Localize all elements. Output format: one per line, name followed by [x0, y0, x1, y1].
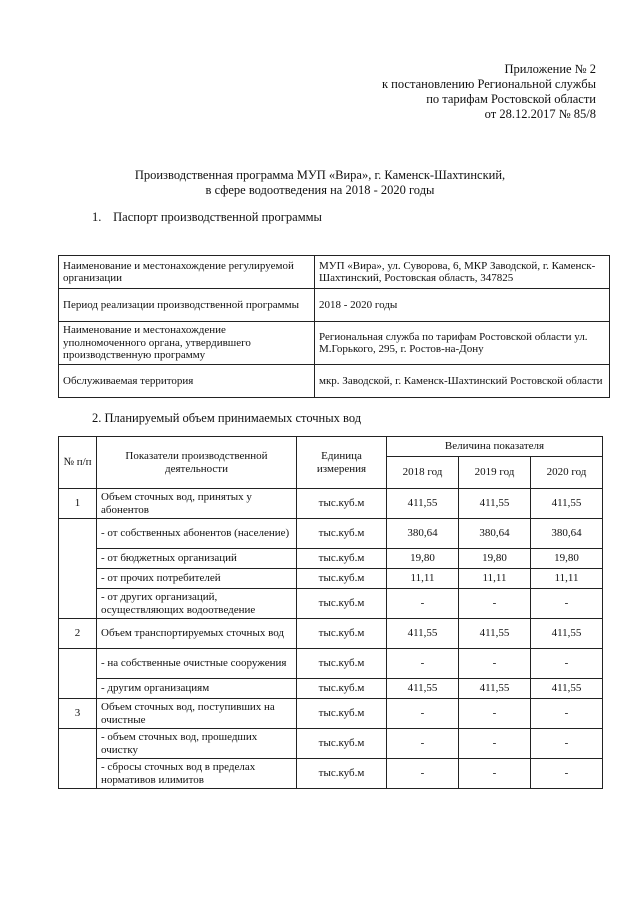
row-value-2020: 11,11 [531, 569, 603, 589]
row-unit: тыс.куб.м [297, 519, 387, 549]
row-value-2019: 411,55 [459, 619, 531, 649]
row-value-2018: - [387, 759, 459, 789]
header-num: № п/п [59, 437, 97, 489]
passport-value: МУП «Вира», ул. Суворова, 6, МКР Заводской, г. Каменск-Шахтинский, Ростовская область, 347825 [315, 256, 610, 289]
table-row [59, 759, 603, 789]
header-year-2020: 2020 год [531, 457, 603, 489]
row-unit: тыс.куб.м [297, 759, 387, 789]
row-unit: тыс.куб.м [297, 679, 387, 699]
row-name: - объем сточных вод, прошедших очистку [97, 729, 297, 759]
row-name: - от бюджетных организаций [97, 549, 297, 569]
section-1-title: Паспорт производственной программы [113, 210, 322, 224]
row-value-2019: - [459, 649, 531, 679]
table-row [59, 489, 603, 519]
header-unit: Единица измерения [297, 437, 387, 489]
section-2-title: 2. Планируемый объем принимаемых сточных вод [92, 411, 362, 425]
passport-row [59, 256, 610, 289]
row-value-2018: 19,80 [387, 549, 459, 569]
row-value-2020: - [531, 699, 603, 729]
row-value-2019: - [459, 729, 531, 759]
row-value-2018: 411,55 [387, 679, 459, 699]
row-value-2020: - [531, 759, 603, 789]
appendix-block [382, 62, 596, 122]
row-value-2020: - [531, 649, 603, 679]
passport-row [59, 322, 610, 365]
row-name: - другим организациям [97, 679, 297, 699]
row-value-2018: 380,64 [387, 519, 459, 549]
row-name: Объем транспортируемых сточных вод [97, 619, 297, 649]
passport-label: Наименование и местонахождение регулируемой организации [59, 256, 315, 289]
row-value-2020: 380,64 [531, 519, 603, 549]
row-unit: тыс.куб.м [297, 589, 387, 619]
section-2-heading [92, 411, 361, 426]
table-row [59, 519, 603, 549]
title-line-2: в сфере водоотведения на 2018 - 2020 годы [205, 183, 435, 197]
row-value-2020: - [531, 729, 603, 759]
passport-label: Период реализации производственной программы [59, 289, 315, 322]
row-name: - от собственных абонентов (население) [97, 519, 297, 549]
header-value: Величина показателя [387, 437, 603, 457]
row-unit: тыс.куб.м [297, 729, 387, 759]
appendix-line-1: Приложение № 2 [504, 62, 596, 76]
table-row [59, 589, 603, 619]
row-num: 2 [59, 619, 97, 649]
row-name: Объем сточных вод, поступивших на очистные [97, 699, 297, 729]
passport-label: Наименование и местонахождение уполномоченного органа, утвердившего производственную программу [59, 322, 315, 365]
row-value-2019: 411,55 [459, 489, 531, 519]
row-name: Объем сточных вод, принятых у абонентов [97, 489, 297, 519]
row-name: - на собственные очистные сооружения [97, 649, 297, 679]
row-value-2019: 19,80 [459, 549, 531, 569]
table-row [59, 569, 603, 589]
row-num [59, 649, 97, 699]
row-value-2018: 411,55 [387, 489, 459, 519]
appendix-line-2: к постановлению Региональной службы [381, 77, 596, 91]
row-value-2018: - [387, 729, 459, 759]
passport-value: Региональная служба по тарифам Ростовской области ул. М.Горького, 295, г. Ростов-на-Дону [315, 322, 610, 365]
row-value-2019: 11,11 [459, 569, 531, 589]
row-unit: тыс.куб.м [297, 649, 387, 679]
table-row [59, 549, 603, 569]
volume-header-row [59, 437, 603, 457]
row-num: 1 [59, 489, 97, 519]
row-value-2018: 411,55 [387, 619, 459, 649]
row-name: - от других организаций, осуществляющих водоотведение [97, 589, 297, 619]
row-unit: тыс.куб.м [297, 569, 387, 589]
row-value-2020: - [531, 589, 603, 619]
row-num [59, 519, 97, 619]
section-1-heading [92, 210, 322, 225]
row-unit: тыс.куб.м [297, 549, 387, 569]
row-value-2020: 411,55 [531, 489, 603, 519]
row-unit: тыс.куб.м [297, 619, 387, 649]
title-line-1: Производственная программа МУП «Вира», г. Каменск-Шахтинский, [134, 168, 506, 182]
row-unit: тыс.куб.м [297, 699, 387, 729]
row-value-2018: - [387, 589, 459, 619]
passport-table [58, 255, 610, 398]
row-value-2020: 411,55 [531, 679, 603, 699]
volume-table [58, 436, 603, 789]
row-value-2020: 411,55 [531, 619, 603, 649]
table-row [59, 699, 603, 729]
passport-value: мкр. Заводской, г. Каменск-Шахтинский Ростовской области [315, 365, 610, 398]
header-indicator: Показатели производственной деятельности [97, 437, 297, 489]
table-row [59, 729, 603, 759]
row-value-2018: - [387, 699, 459, 729]
row-num [59, 729, 97, 789]
row-unit: тыс.куб.м [297, 489, 387, 519]
passport-label: Обслуживаемая территория [59, 365, 315, 398]
row-num: 3 [59, 699, 97, 729]
row-value-2020: 19,80 [531, 549, 603, 569]
section-1-number: 1. [92, 210, 102, 224]
passport-row [59, 365, 610, 398]
header-year-2018: 2018 год [387, 457, 459, 489]
row-name: - сбросы сточных вод в пределах нормативов илимитов [97, 759, 297, 789]
document-title [0, 168, 640, 198]
passport-row [59, 289, 610, 322]
row-value-2018: - [387, 649, 459, 679]
table-row [59, 619, 603, 649]
row-value-2019: 411,55 [459, 679, 531, 699]
row-value-2019: - [459, 699, 531, 729]
table-row [59, 679, 603, 699]
appendix-line-4: от 28.12.2017 № 85/8 [484, 107, 596, 121]
table-row [59, 649, 603, 679]
appendix-line-3: по тарифам Ростовской области [426, 92, 596, 106]
row-value-2019: 380,64 [459, 519, 531, 549]
row-value-2019: - [459, 759, 531, 789]
row-value-2019: - [459, 589, 531, 619]
row-name: - от прочих потребителей [97, 569, 297, 589]
passport-value: 2018 - 2020 годы [315, 289, 610, 322]
header-year-2019: 2019 год [459, 457, 531, 489]
row-value-2018: 11,11 [387, 569, 459, 589]
